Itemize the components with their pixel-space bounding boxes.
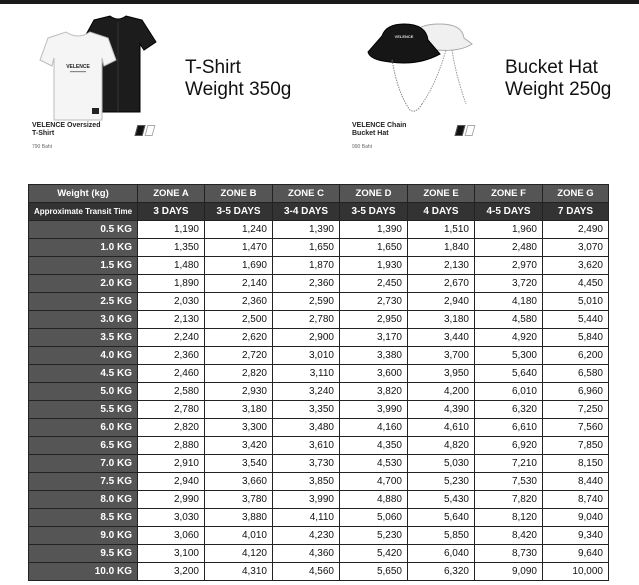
rate-cell: 7,250 bbox=[543, 401, 609, 419]
table-row bbox=[29, 347, 609, 365]
rate-cell: 3,730 bbox=[273, 455, 340, 473]
rate-cell: 8,420 bbox=[475, 527, 543, 545]
rate-cell: 2,670 bbox=[408, 275, 475, 293]
rate-cell: 3,880 bbox=[205, 509, 273, 527]
weight-cell: 1.5 KG bbox=[29, 257, 138, 275]
rate-cell: 2,820 bbox=[138, 419, 205, 437]
table-row bbox=[29, 275, 609, 293]
transit-zone-e: 4 DAYS bbox=[408, 203, 475, 221]
weight-cell: 10.0 KG bbox=[29, 563, 138, 581]
rate-cell: 4,360 bbox=[273, 545, 340, 563]
rate-cell: 8,150 bbox=[543, 455, 609, 473]
rate-cell: 1,960 bbox=[475, 221, 543, 239]
rate-cell: 3,440 bbox=[408, 329, 475, 347]
rate-cell: 1,870 bbox=[273, 257, 340, 275]
rate-cell: 2,030 bbox=[138, 293, 205, 311]
bucket-hat-headline-title: Bucket Hat bbox=[505, 57, 598, 78]
header-zone-a: ZONE A bbox=[138, 185, 205, 203]
table-row bbox=[29, 455, 609, 473]
weight-cell: 8.5 KG bbox=[29, 509, 138, 527]
rate-cell: 4,350 bbox=[340, 437, 408, 455]
rate-cell: 3,420 bbox=[205, 437, 273, 455]
rate-cell: 2,900 bbox=[273, 329, 340, 347]
rate-cell: 4,160 bbox=[340, 419, 408, 437]
rate-cell: 3,070 bbox=[543, 239, 609, 257]
rate-cell: 2,500 bbox=[205, 311, 273, 329]
rate-cell: 3,480 bbox=[273, 419, 340, 437]
rate-cell: 2,130 bbox=[138, 311, 205, 329]
rate-cell: 3,540 bbox=[205, 455, 273, 473]
header-zone-e: ZONE E bbox=[408, 185, 475, 203]
rate-cell: 2,940 bbox=[138, 473, 205, 491]
rate-cell: 2,620 bbox=[205, 329, 273, 347]
rate-cell: 3,240 bbox=[273, 383, 340, 401]
weight-cell: 4.0 KG bbox=[29, 347, 138, 365]
rate-cell: 5,640 bbox=[475, 365, 543, 383]
table-row bbox=[29, 401, 609, 419]
bucket-hat-price: 990 Baht bbox=[352, 144, 373, 150]
rate-cell: 6,010 bbox=[475, 383, 543, 401]
table-row bbox=[29, 257, 609, 275]
rate-cell: 5,840 bbox=[543, 329, 609, 347]
weight-cell: 7.0 KG bbox=[29, 455, 138, 473]
weight-cell: 9.0 KG bbox=[29, 527, 138, 545]
tshirt-print-text: VELENCE bbox=[66, 64, 90, 70]
rate-cell: 10,000 bbox=[543, 563, 609, 581]
rate-cell: 2,930 bbox=[205, 383, 273, 401]
shipping-rate-table bbox=[28, 184, 609, 581]
table-row bbox=[29, 563, 609, 581]
rate-cell: 5,230 bbox=[340, 527, 408, 545]
table-row bbox=[29, 329, 609, 347]
header-zone-c: ZONE C bbox=[273, 185, 340, 203]
table-row bbox=[29, 221, 609, 239]
table-row bbox=[29, 491, 609, 509]
rate-cell: 4,310 bbox=[205, 563, 273, 581]
weight-cell: 8.0 KG bbox=[29, 491, 138, 509]
header-zone-g: ZONE G bbox=[543, 185, 609, 203]
rate-cell: 4,200 bbox=[408, 383, 475, 401]
rate-cell: 5,850 bbox=[408, 527, 475, 545]
rate-cell: 3,060 bbox=[138, 527, 205, 545]
rate-cell: 3,100 bbox=[138, 545, 205, 563]
rate-cell: 1,390 bbox=[340, 221, 408, 239]
rate-cell: 2,460 bbox=[138, 365, 205, 383]
rate-cell: 5,030 bbox=[408, 455, 475, 473]
rate-cell: 3,620 bbox=[543, 257, 609, 275]
table-row bbox=[29, 527, 609, 545]
rate-cell: 4,530 bbox=[340, 455, 408, 473]
weight-cell: 3.0 KG bbox=[29, 311, 138, 329]
transit-zone-d: 3-5 DAYS bbox=[340, 203, 408, 221]
rate-cell: 8,120 bbox=[475, 509, 543, 527]
transit-zone-b: 3-5 DAYS bbox=[205, 203, 273, 221]
rate-cell: 5,010 bbox=[543, 293, 609, 311]
bucket-hat-name-line1[interactable]: VELENCE Chain bbox=[352, 122, 407, 129]
rate-cell: 3,820 bbox=[340, 383, 408, 401]
table-row bbox=[29, 293, 609, 311]
rate-cell: 5,650 bbox=[340, 563, 408, 581]
rate-cell: 4,230 bbox=[273, 527, 340, 545]
rate-cell: 8,740 bbox=[543, 491, 609, 509]
rate-cell: 1,930 bbox=[340, 257, 408, 275]
rate-cell: 3,990 bbox=[340, 401, 408, 419]
rate-cell: 1,690 bbox=[205, 257, 273, 275]
swatch-white[interactable] bbox=[465, 125, 476, 136]
rate-cell: 5,640 bbox=[408, 509, 475, 527]
rate-cell: 4,880 bbox=[340, 491, 408, 509]
rate-cell: 1,840 bbox=[408, 239, 475, 257]
tshirt-name-line2[interactable]: T-Shirt bbox=[32, 130, 55, 137]
rate-cell: 7,530 bbox=[475, 473, 543, 491]
rate-cell: 6,040 bbox=[408, 545, 475, 563]
rate-cell: 4,390 bbox=[408, 401, 475, 419]
rate-cell: 4,920 bbox=[475, 329, 543, 347]
rate-cell: 2,590 bbox=[273, 293, 340, 311]
rate-cell: 3,720 bbox=[475, 275, 543, 293]
rate-cell: 2,490 bbox=[543, 221, 609, 239]
rate-cell: 3,700 bbox=[408, 347, 475, 365]
rate-cell: 7,210 bbox=[475, 455, 543, 473]
rate-cell: 4,560 bbox=[273, 563, 340, 581]
rate-cell: 1,350 bbox=[138, 239, 205, 257]
rate-cell: 2,970 bbox=[475, 257, 543, 275]
weight-cell: 5.0 KG bbox=[29, 383, 138, 401]
table-row bbox=[29, 545, 609, 563]
rate-cell: 6,320 bbox=[475, 401, 543, 419]
transit-zone-c: 3-4 DAYS bbox=[273, 203, 340, 221]
tshirt-headline bbox=[185, 57, 291, 101]
rate-cell: 2,730 bbox=[340, 293, 408, 311]
table-row bbox=[29, 473, 609, 491]
weight-cell: 2.5 KG bbox=[29, 293, 138, 311]
rate-cell: 9,040 bbox=[543, 509, 609, 527]
rate-cell: 2,450 bbox=[340, 275, 408, 293]
rate-cell: 1,650 bbox=[273, 239, 340, 257]
table-row bbox=[29, 419, 609, 437]
rate-cell: 5,430 bbox=[408, 491, 475, 509]
rate-cell: 6,200 bbox=[543, 347, 609, 365]
rate-cell: 6,580 bbox=[543, 365, 609, 383]
rate-cell: 5,420 bbox=[340, 545, 408, 563]
rate-cell: 2,720 bbox=[205, 347, 273, 365]
rate-cell: 6,610 bbox=[475, 419, 543, 437]
rate-cell: 3,300 bbox=[205, 419, 273, 437]
rate-cell: 2,780 bbox=[273, 311, 340, 329]
rate-cell: 1,510 bbox=[408, 221, 475, 239]
rate-cell: 1,480 bbox=[138, 257, 205, 275]
rate-cell: 3,350 bbox=[273, 401, 340, 419]
rate-cell: 6,320 bbox=[408, 563, 475, 581]
rate-cell: 4,110 bbox=[273, 509, 340, 527]
header-weight: Weight (kg) bbox=[29, 185, 138, 203]
bucket-hat-name-line2[interactable]: Bucket Hat bbox=[352, 130, 389, 137]
table-row bbox=[29, 437, 609, 455]
table-header-row bbox=[29, 185, 609, 203]
tshirt-name-line1[interactable]: VELENCE Oversized bbox=[32, 122, 101, 129]
rate-cell: 4,010 bbox=[205, 527, 273, 545]
rate-cell: 5,060 bbox=[340, 509, 408, 527]
rate-cell: 8,730 bbox=[475, 545, 543, 563]
header-zone-d: ZONE D bbox=[340, 185, 408, 203]
weight-cell: 9.5 KG bbox=[29, 545, 138, 563]
rate-cell: 5,300 bbox=[475, 347, 543, 365]
table-row bbox=[29, 509, 609, 527]
rate-cell: 4,450 bbox=[543, 275, 609, 293]
tshirt-headline-title: T-Shirt bbox=[185, 57, 241, 78]
rate-cell: 2,880 bbox=[138, 437, 205, 455]
rate-cell: 2,360 bbox=[273, 275, 340, 293]
rate-cell: 3,950 bbox=[408, 365, 475, 383]
weight-cell: 1.0 KG bbox=[29, 239, 138, 257]
rate-cell: 7,560 bbox=[543, 419, 609, 437]
rate-cell: 3,380 bbox=[340, 347, 408, 365]
tshirt-headline-weight: Weight 350g bbox=[185, 79, 292, 100]
rate-cell: 7,820 bbox=[475, 491, 543, 509]
rate-cell: 3,850 bbox=[273, 473, 340, 491]
bucket-hat-headline bbox=[505, 57, 611, 101]
rate-cell: 4,180 bbox=[475, 293, 543, 311]
tshirt-image[interactable] bbox=[30, 12, 160, 122]
transit-zone-f: 4-5 DAYS bbox=[475, 203, 543, 221]
rate-cell: 3,660 bbox=[205, 473, 273, 491]
rate-cell: 2,940 bbox=[408, 293, 475, 311]
header-zone-b: ZONE B bbox=[205, 185, 273, 203]
transit-zone-a: 3 DAYS bbox=[138, 203, 205, 221]
rate-cell: 3,990 bbox=[273, 491, 340, 509]
rate-cell: 1,190 bbox=[138, 221, 205, 239]
rate-cell: 2,910 bbox=[138, 455, 205, 473]
rate-cell: 3,010 bbox=[273, 347, 340, 365]
transit-label: Approximate Transit Time bbox=[29, 203, 138, 221]
rate-cell: 3,030 bbox=[138, 509, 205, 527]
rate-cell: 1,240 bbox=[205, 221, 273, 239]
top-divider bbox=[0, 0, 639, 4]
rate-cell: 1,650 bbox=[340, 239, 408, 257]
rate-cell: 6,960 bbox=[543, 383, 609, 401]
bucket-hat-image[interactable] bbox=[352, 14, 482, 124]
rate-cell: 2,240 bbox=[138, 329, 205, 347]
rate-cell: 1,470 bbox=[205, 239, 273, 257]
weight-cell: 5.5 KG bbox=[29, 401, 138, 419]
weight-cell: 6.0 KG bbox=[29, 419, 138, 437]
table-body bbox=[29, 203, 609, 581]
rate-cell: 2,140 bbox=[205, 275, 273, 293]
transit-zone-g: 7 DAYS bbox=[543, 203, 609, 221]
rate-cell: 2,580 bbox=[138, 383, 205, 401]
rate-cell: 3,110 bbox=[273, 365, 340, 383]
weight-cell: 6.5 KG bbox=[29, 437, 138, 455]
rate-cell: 4,120 bbox=[205, 545, 273, 563]
bucket-hat-print-text: VELENCE bbox=[394, 34, 414, 39]
rate-cell: 2,950 bbox=[340, 311, 408, 329]
rate-cell: 4,820 bbox=[408, 437, 475, 455]
rate-cell: 3,780 bbox=[205, 491, 273, 509]
rate-cell: 3,610 bbox=[273, 437, 340, 455]
rate-cell: 5,230 bbox=[408, 473, 475, 491]
weight-cell: 7.5 KG bbox=[29, 473, 138, 491]
weight-cell: 4.5 KG bbox=[29, 365, 138, 383]
rate-cell: 4,580 bbox=[475, 311, 543, 329]
rate-cell: 3,180 bbox=[205, 401, 273, 419]
rate-cell: 3,180 bbox=[408, 311, 475, 329]
swatch-white[interactable] bbox=[145, 125, 156, 136]
weight-cell: 0.5 KG bbox=[29, 221, 138, 239]
rate-cell: 6,920 bbox=[475, 437, 543, 455]
table-row bbox=[29, 383, 609, 401]
rate-cell: 3,200 bbox=[138, 563, 205, 581]
rate-cell: 2,480 bbox=[475, 239, 543, 257]
rate-cell: 4,610 bbox=[408, 419, 475, 437]
rate-cell: 2,780 bbox=[138, 401, 205, 419]
rate-cell: 2,820 bbox=[205, 365, 273, 383]
rate-cell: 7,850 bbox=[543, 437, 609, 455]
rate-cell: 5,440 bbox=[543, 311, 609, 329]
rate-cell: 9,340 bbox=[543, 527, 609, 545]
rate-cell: 2,360 bbox=[205, 293, 273, 311]
table-row bbox=[29, 311, 609, 329]
rate-cell: 1,390 bbox=[273, 221, 340, 239]
weight-cell: 2.0 KG bbox=[29, 275, 138, 293]
rate-cell: 8,440 bbox=[543, 473, 609, 491]
transit-time-row bbox=[29, 203, 609, 221]
table-row bbox=[29, 365, 609, 383]
rate-cell: 9,640 bbox=[543, 545, 609, 563]
weight-cell: 3.5 KG bbox=[29, 329, 138, 347]
tshirt-price: 790 Baht bbox=[32, 144, 53, 150]
rate-cell: 3,600 bbox=[340, 365, 408, 383]
rate-cell: 1,890 bbox=[138, 275, 205, 293]
rate-cell: 2,360 bbox=[138, 347, 205, 365]
rate-cell: 3,170 bbox=[340, 329, 408, 347]
rate-cell: 4,700 bbox=[340, 473, 408, 491]
rate-cell: 2,990 bbox=[138, 491, 205, 509]
bucket-hat-headline-weight: Weight 250g bbox=[505, 79, 612, 100]
header-zone-f: ZONE F bbox=[475, 185, 543, 203]
rate-cell: 2,130 bbox=[408, 257, 475, 275]
table-row bbox=[29, 239, 609, 257]
rate-cell: 9,090 bbox=[475, 563, 543, 581]
